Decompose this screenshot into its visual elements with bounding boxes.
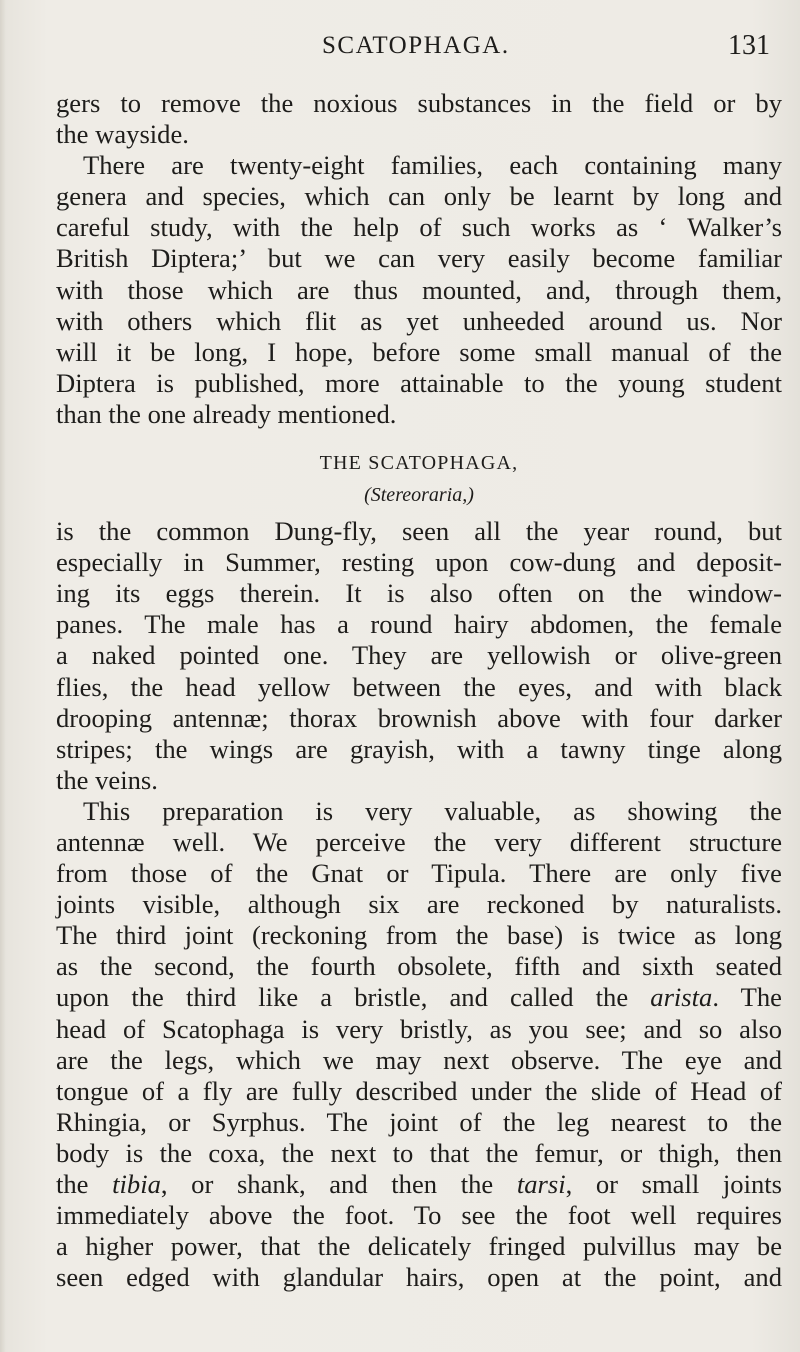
text-segment: the [56, 1169, 113, 1199]
text-line: flies, the head yellow between the eyes, and with black [56, 671, 782, 702]
text-line: antennæ well. We perceive the very different structure [56, 826, 782, 857]
text-line: than the one already mentioned. [56, 398, 397, 429]
text-line: especially in Summer, resting upon cow-dung and deposit- [56, 547, 782, 578]
running-head: SCATOPHAGA. [322, 32, 510, 59]
paragraph-description [56, 516, 782, 796]
section-subheading: (Stereoraria,) [364, 484, 474, 507]
text-line: genera and species, which can only be learnt by long and [56, 181, 782, 212]
text-line: a naked pointed one. They are yellowish or olive-green [56, 640, 782, 671]
text-line: There are twenty-eight families, each containing many [83, 150, 782, 181]
text-line: ing its eggs therein. It is also often on the window- [56, 578, 782, 609]
italic-term-tibia: tibia [112, 1169, 161, 1199]
text-line: British Diptera;’ but we can very easily become familiar [56, 243, 782, 274]
text-line: a higher power, that the delicately fringed pulvillus may be [56, 1231, 782, 1262]
text-line: head of Scatophaga is very bristly, as you see; and so also [56, 1013, 782, 1044]
text-line: the wayside. [56, 119, 189, 150]
text-line: Rhingia, or Syrphus. The joint of the leg nearest to the [56, 1106, 782, 1137]
text-line: careful study, with the help of such works as ‘ Walker’s [56, 212, 782, 243]
text-line: tongue of a fly are fully described under the slide of Head of [56, 1075, 782, 1106]
italic-term-arista: arista [650, 982, 713, 1013]
text-line [56, 982, 782, 1013]
page-body [56, 88, 782, 1293]
text-line: is the common Dung-fly, seen all the year round, but [56, 516, 782, 547]
section-heading: THE SCATOPHAGA, [319, 452, 519, 475]
text-line: drooping antennæ; thorax brownish above with four darker [56, 702, 782, 733]
paragraph-continued [56, 88, 782, 150]
page-header [0, 30, 800, 70]
text-line: panes. The male has a round hairy abdomen, the female [56, 609, 782, 640]
text-segment: , or small joints [565, 1169, 782, 1199]
binding-shadow [0, 0, 6, 1352]
text-line: seen edged with glandular hairs, open at the point, and [56, 1262, 782, 1293]
text-line [56, 1169, 782, 1200]
text-line: This preparation is very valuable, as showing the [83, 795, 782, 826]
text-line: gers to remove the noxious substances in the field or by [56, 88, 782, 118]
text-line: The third joint (reckoning from the base) is twice as long [56, 920, 782, 951]
text-line: as the second, the fourth obsolete, fifth and sixth seated [56, 951, 782, 982]
text-line: joints visible, although six are reckoned by naturalists. [56, 889, 782, 920]
text-line: will it be long, I hope, before some small manual of the [56, 336, 782, 367]
text-line: with those which are thus mounted, and, through them, [56, 274, 782, 305]
text-segment: upon the third like a bristle, and called the [56, 982, 651, 1013]
text-line: stripes; the wings are grayish, with a tawny tinge along [56, 733, 782, 764]
text-segment: , or shank, and then the [160, 1169, 517, 1199]
text-segment: . The [712, 982, 782, 1013]
text-line: body is the coxa, the next to that the femur, or thigh, then [56, 1137, 782, 1168]
page-number: 131 [728, 30, 770, 61]
text-line: the veins. [56, 764, 158, 795]
paragraph-preparation [56, 796, 782, 1294]
text-line: from those of the Gnat or Tipula. There are only five [56, 858, 782, 889]
text-line: immediately above the foot. To see the foot well requires [56, 1200, 782, 1231]
text-line: with others which flit as yet unheeded around us. Nor [56, 305, 782, 336]
text-line: Diptera is published, more attainable to the young student [56, 367, 782, 398]
text-line: are the legs, which we may next observe. The eye and [56, 1044, 782, 1075]
italic-term-tarsi: tarsi [516, 1169, 566, 1199]
paragraph-families [56, 150, 782, 430]
